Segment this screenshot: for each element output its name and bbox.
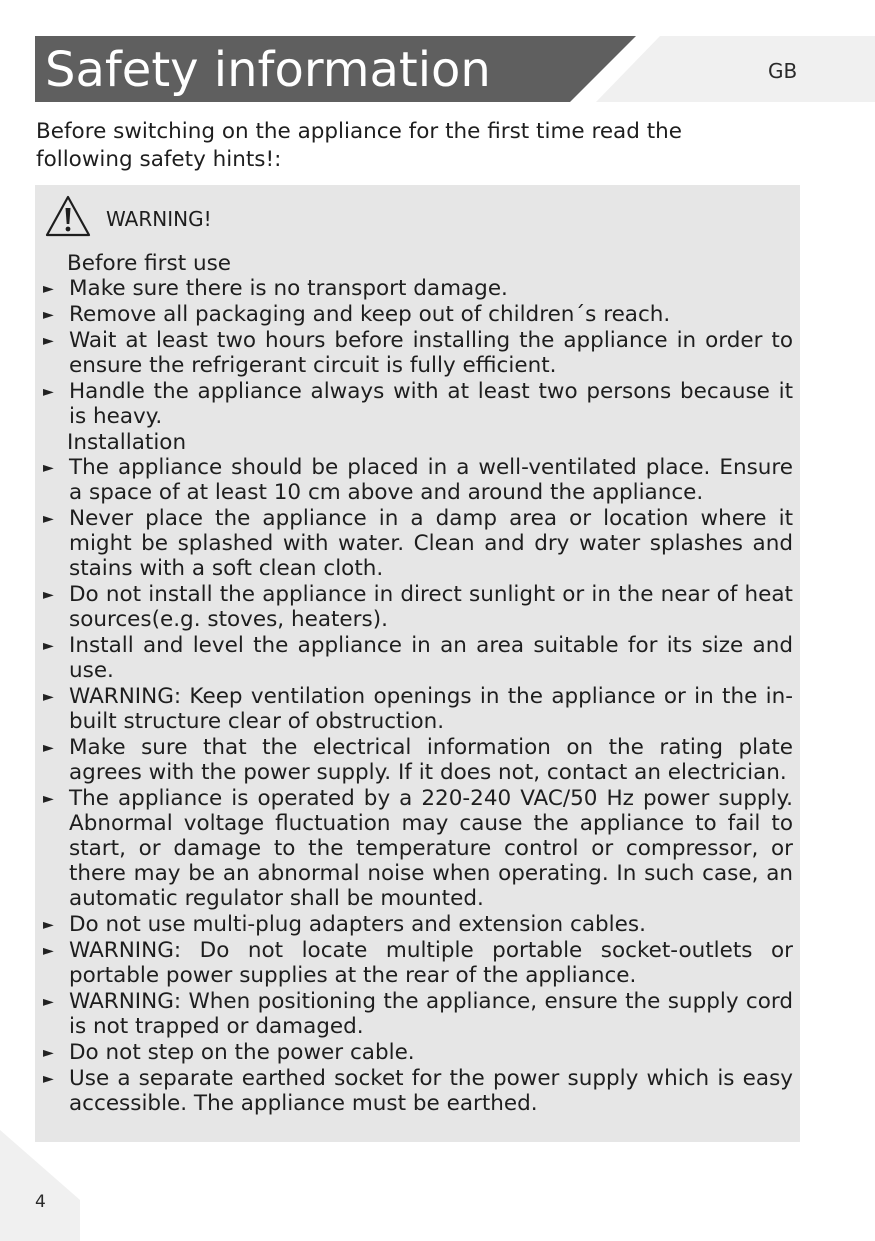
- bullet-arrow-icon: ►: [43, 333, 54, 349]
- warning-triangle-icon: [43, 193, 93, 239]
- section-title-installation: Installation: [67, 430, 187, 455]
- bullet-arrow-icon: ►: [43, 689, 54, 705]
- list-item-text: Do not step on the power cable.: [69, 1040, 415, 1065]
- list-item-text: Do not install the appliance in direct sunlight or in the near of heat sources(e.g. stoves, heaters).: [69, 582, 793, 632]
- list-item-text: WARNING: Keep ventilation openings in the appliance or in the in-built structure clear of obstruction.: [69, 684, 793, 734]
- list-item: [35, 938, 800, 988]
- list-item-text: Use a separate earthed socket for the power supply which is easy accessible. The appliance must be earthed.: [69, 1066, 793, 1116]
- intro-text: Before switching on the appliance for the first time read the following safety hints!:: [36, 119, 682, 172]
- before-first-use-list: [35, 276, 800, 429]
- page-header: [0, 0, 875, 110]
- list-item: [35, 379, 800, 429]
- list-item-text: Handle the appliance always with at least two persons because it is heavy.: [69, 379, 793, 429]
- list-item: [35, 786, 800, 911]
- bullet-arrow-icon: ►: [43, 994, 54, 1010]
- list-item-text: WARNING: When positioning the appliance, ensure the supply cord is not trapped or damaged.: [69, 989, 793, 1039]
- list-item-text: Do not use multi-plug adapters and extension cables.: [69, 912, 646, 937]
- list-item: [35, 684, 800, 734]
- list-item: [35, 735, 800, 785]
- bullet-arrow-icon: ►: [43, 587, 54, 603]
- bullet-arrow-icon: ►: [43, 511, 54, 527]
- list-item-text: WARNING: Do not locate multiple portable socket-outlets or portable power supplies at the rear of the appliance.: [69, 938, 793, 988]
- list-item-text: Install and level the appliance in an area suitable for its size and use.: [69, 633, 793, 683]
- page-corner-shape: [0, 1130, 80, 1241]
- list-item-text: The appliance should be placed in a well-ventilated place. Ensure a space of at least 10 cm above and around the appliance.: [69, 455, 793, 505]
- warning-content: [35, 251, 800, 1117]
- bullet-arrow-icon: ►: [43, 460, 54, 476]
- bullet-arrow-icon: ►: [43, 1071, 54, 1087]
- list-item-text: Make sure there is no transport damage.: [69, 276, 508, 301]
- header-accent-shape: [596, 36, 875, 102]
- page-number: 4: [35, 1192, 46, 1212]
- list-item: [35, 302, 800, 327]
- warning-label: WARNING!: [106, 207, 212, 231]
- list-item: [35, 328, 800, 378]
- list-item: [35, 912, 800, 937]
- bullet-arrow-icon: ►: [43, 281, 54, 297]
- section-title-before-first-use: Before first use: [67, 251, 232, 276]
- list-item-text: The appliance is operated by a 220-240 VAC/50 Hz power supply. Abnormal voltage fluctuation may cause the appliance to fail to start, or damage to the temperature control or compressor, or there may be an abnormal noise when operating. In such case, an automatic regulator shall be mounted.: [69, 786, 793, 911]
- list-item: [35, 455, 800, 505]
- bullet-arrow-icon: ►: [43, 943, 54, 959]
- list-item: [35, 506, 800, 581]
- installation-list: [35, 455, 800, 1116]
- list-item: [35, 276, 800, 301]
- language-code: GB: [768, 59, 798, 83]
- list-item-text: Remove all packaging and keep out of children´s reach.: [69, 302, 671, 327]
- list-item: [35, 1066, 800, 1116]
- list-item: [35, 989, 800, 1039]
- list-item: [35, 582, 800, 632]
- list-item-text: Make sure that the electrical information on the rating plate agrees with the power supply. If it does not, contact an electrician.: [69, 735, 793, 785]
- bullet-arrow-icon: ►: [43, 638, 54, 654]
- warning-box: [35, 185, 800, 1142]
- bullet-arrow-icon: ►: [43, 307, 54, 323]
- list-item: [35, 1040, 800, 1065]
- bullet-arrow-icon: ►: [43, 917, 54, 933]
- bullet-arrow-icon: ►: [43, 1045, 54, 1061]
- list-item-text: Wait at least two hours before installing the appliance in order to ensure the refrigerant circuit is fully efficient.: [69, 328, 793, 378]
- page-title: Safety information: [45, 42, 491, 98]
- bullet-arrow-icon: ►: [43, 740, 54, 756]
- list-item: [35, 633, 800, 683]
- bullet-arrow-icon: ►: [43, 791, 54, 807]
- list-item-text: Never place the appliance in a damp area or location where it might be splashed with water. Clean and dry water splashes and stains with a soft clean cloth.: [69, 506, 793, 581]
- bullet-arrow-icon: ►: [43, 384, 54, 400]
